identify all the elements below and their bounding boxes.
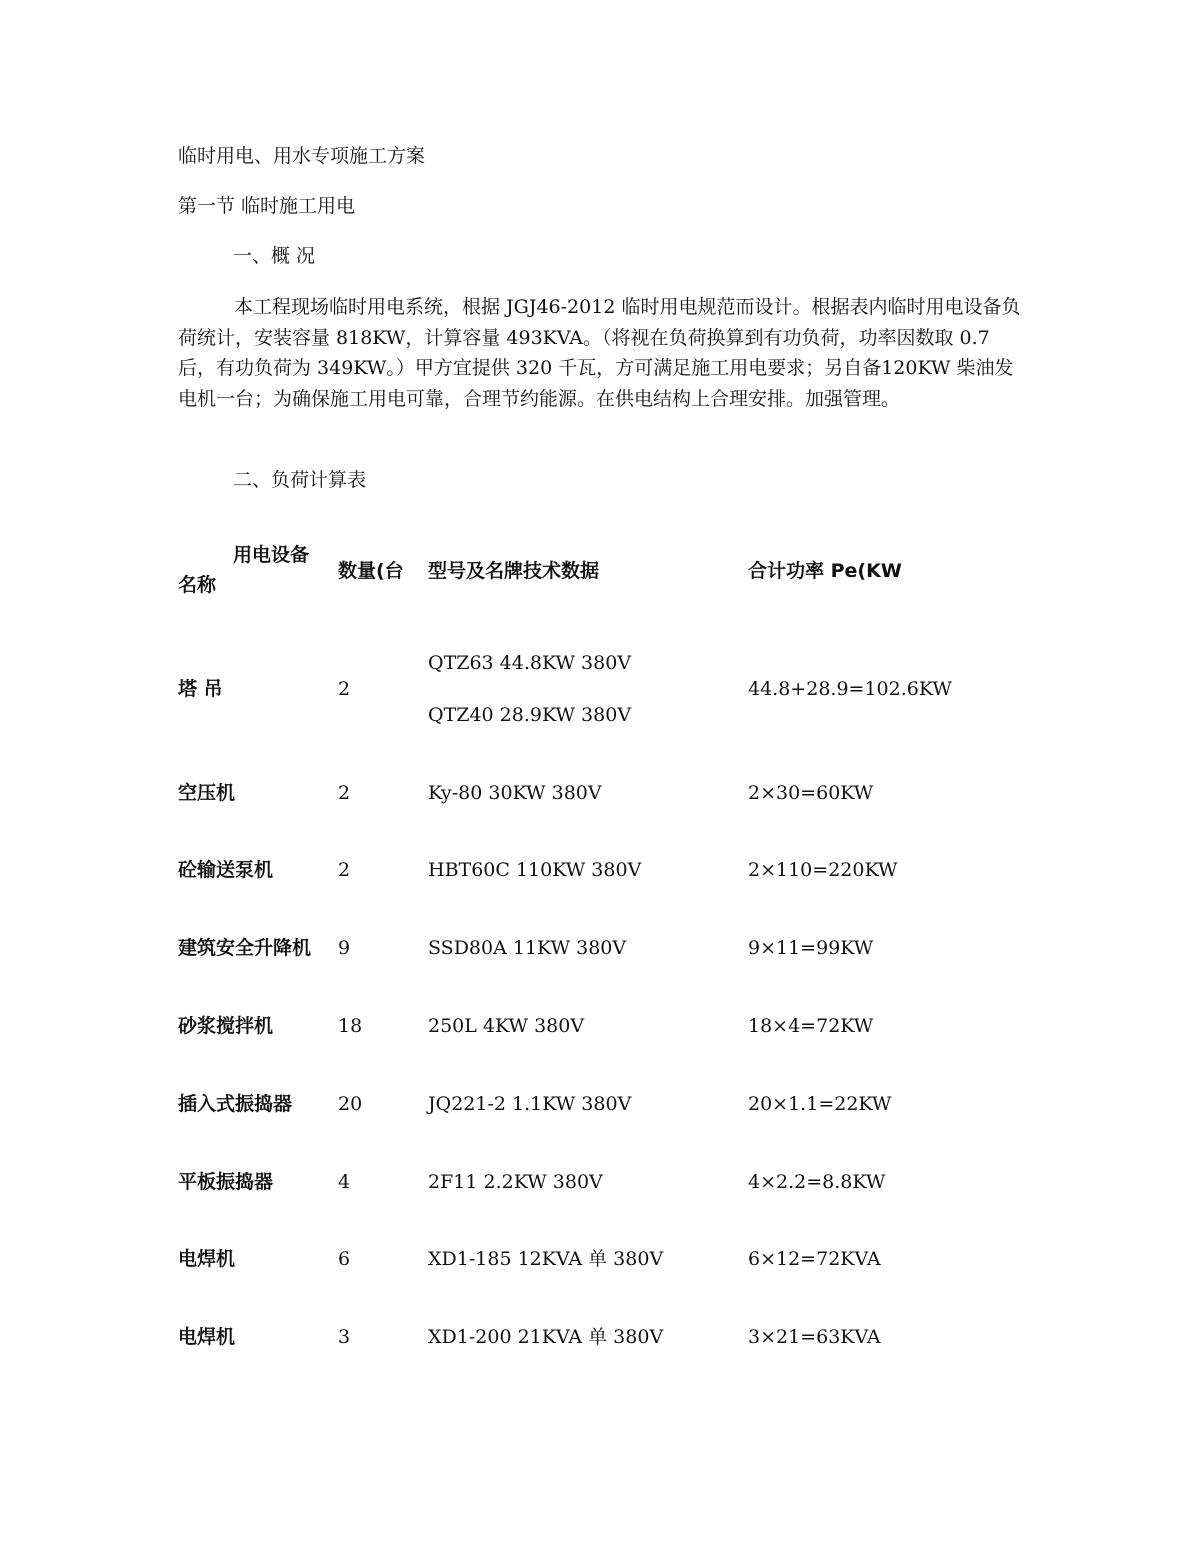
table-row [178,1324,1038,1354]
cell-equipment-name: 建筑安全升降机 [178,937,312,959]
cell-equipment-name: 电焊机 [178,1326,236,1348]
cell-model-specs: QTZ63 44.8KW 380V [428,652,632,674]
cell-equipment-name: 插入式振捣器 [178,1093,293,1115]
cell-model-specs: SSD80A 11KW 380V [428,937,627,959]
cell-total-power: 4×2.2=8.8KW [748,1171,886,1193]
cell-model-specs: 2F11 2.2KW 380V [428,1171,603,1193]
cell-total-power: 2×110=220KW [748,859,898,881]
cell-total-power: 2×30=60KW [748,782,874,804]
cell-model-specs: HBT60C 110KW 380V [428,859,642,881]
cell-model-specs: JQ221-2 1.1KW 380V [428,1093,632,1115]
table-row [178,1246,1038,1276]
cell-equipment-name: 平板振捣器 [178,1171,274,1193]
cell-equipment-name: 塔 吊 [178,678,223,700]
header-total-power: 合计功率 Pe(KW [748,560,902,582]
table-row [178,1169,1038,1199]
cell-total-power: 18×4=72KW [748,1015,874,1037]
overview-paragraph: 本工程现场临时用电系统，根据 JGJ46-2012 临时用电规范而设计。根据表内临时用电设备负荷统计，安装容量 818KW，计算容量 493KVA。（将视在负荷换算到有功负荷，功率因数取 0.7 后，有功负荷为 349KW。）甲方宜提供 320 千瓦，方可满足施工用电要求；另自备120KW 柴油发电机一台；为确保施工用电可靠，合理节约能源。在供电结构上合理安排。加强管理。 [178,296,1021,410]
cell-equipment-name: 砂浆搅拌机 [178,1015,274,1037]
header-quantity: 数量(台 [338,560,404,582]
header-model-specs: 型号及名牌技术数据 [428,560,600,582]
table-row [178,935,1038,965]
cell-total-power: 9×11=99KW [748,937,874,959]
cell-quantity: 2 [338,859,351,881]
cell-total-power: 20×1.1=22KW [748,1093,892,1115]
table-row [178,1013,1038,1043]
subsection-overview-heading: 一、概 况 [233,245,316,267]
cell-equipment-name: 电焊机 [178,1248,236,1270]
table-row [178,1091,1038,1121]
table-row [178,857,1038,887]
cell-quantity: 2 [338,782,351,804]
cell-quantity: 6 [338,1248,351,1270]
cell-equipment-name: 空压机 [178,782,236,804]
cell-model-specs: XD1-185 12KVA 单 380V [428,1248,664,1270]
header-equipment-name-line2: 名称 [178,574,217,596]
cell-quantity: 18 [338,1015,363,1037]
cell-total-power: 44.8+28.9=102.6KW [748,678,952,700]
cell-model-specs: XD1-200 21KVA 单 380V [428,1326,664,1348]
header-equipment-name-line1: 用电设备 [233,544,310,566]
cell-equipment-name: 砼输送泵机 [178,859,274,881]
document-title: 临时用电、用水专项施工方案 [178,145,426,167]
cell-quantity: 4 [338,1171,351,1193]
cell-quantity: 20 [338,1093,363,1115]
cell-model-specs-second: QTZ40 28.9KW 380V [428,704,632,726]
cell-model-specs: Ky-80 30KW 380V [428,782,602,804]
subsection-load-table-heading: 二、负荷计算表 [233,469,367,491]
cell-quantity: 9 [338,937,351,959]
table-row [178,648,1038,728]
cell-total-power: 6×12=72KVA [748,1248,881,1270]
cell-quantity: 2 [338,678,351,700]
cell-quantity: 3 [338,1326,351,1348]
section-heading: 第一节 临时施工用电 [178,195,356,217]
table-row [178,780,1038,810]
cell-model-specs: 250L 4KW 380V [428,1015,585,1037]
cell-total-power: 3×21=63KVA [748,1326,881,1348]
